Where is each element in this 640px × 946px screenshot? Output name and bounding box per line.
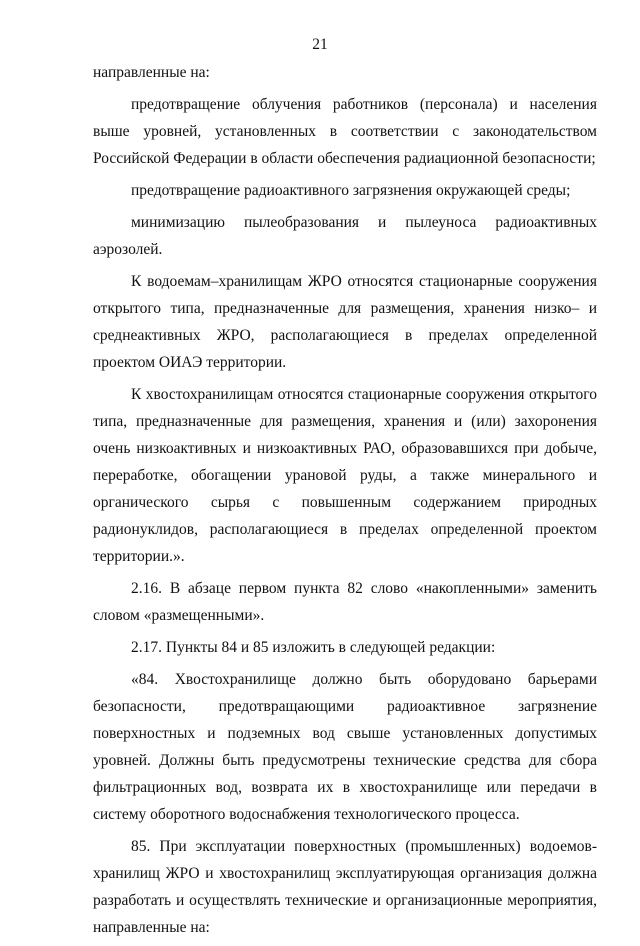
paragraph-7: 2.16. В абзаце первом пункта 82 слово «накопленными» заменить словом «размещенными». — [93, 580, 597, 624]
paragraph-1: направленные на: — [93, 64, 210, 81]
document-body — [93, 59, 597, 946]
paragraph-10: 85. При эксплуатации поверхностных (промышленных) водоемов-хранилищ ЖРО и хвостохранилищ эксплуатирующая организация должна разработать и осуществлять технические и организационные мероприятия, направленные на: — [93, 838, 597, 936]
paragraph-5: К водоемам–хранилищам ЖРО относятся стационарные сооружения открытого типа, предназначенные для размещения, хранения низко– и среднеактивных ЖРО, располагающиеся в пределах определенной проектом ОИАЭ территории. — [93, 273, 597, 371]
paragraph-6: К хвостохранилищам относятся стационарные сооружения открытого типа, предназначенные для размещения, хранения и (или) захоронения очень низкоактивных и низкоактивных РАО, образовавшихся при добыче, переработке, обогащении урановой руды, а также минерального и органического сырья с повышенным содержанием природных радионуклидов, располагающиеся в пределах определенной проектом территории.». — [93, 386, 597, 565]
paragraph-4: минимизацию пылеобразования и пылеуноса радиоактивных аэрозолей. — [93, 214, 597, 258]
paragraph-3: предотвращение радиоактивного загрязнения окружающей среды; — [131, 182, 571, 199]
paragraph-9: «84. Хвостохранилище должно быть оборудовано барьерами безопасности, предотвращающими радиоактивное загрязнение поверхностных и подземных вод свыше установленных допустимых уровней. Должны быть предусмотрены технические средства для сбора фильтрационных вод, возврата их в хвостохранилище или передачи в систему оборотного водоснабжения технологического процесса. — [93, 671, 597, 823]
paragraph-8: 2.17. Пункты 84 и 85 изложить в следующей редакции: — [131, 639, 496, 656]
paragraph-2: предотвращение облучения работников (персонала) и населения выше уровней, установленных в соответствии с законодательством Российской Федерации в области обеспечения радиационной безопасности; — [93, 96, 597, 167]
page-number: 21 — [312, 36, 328, 53]
